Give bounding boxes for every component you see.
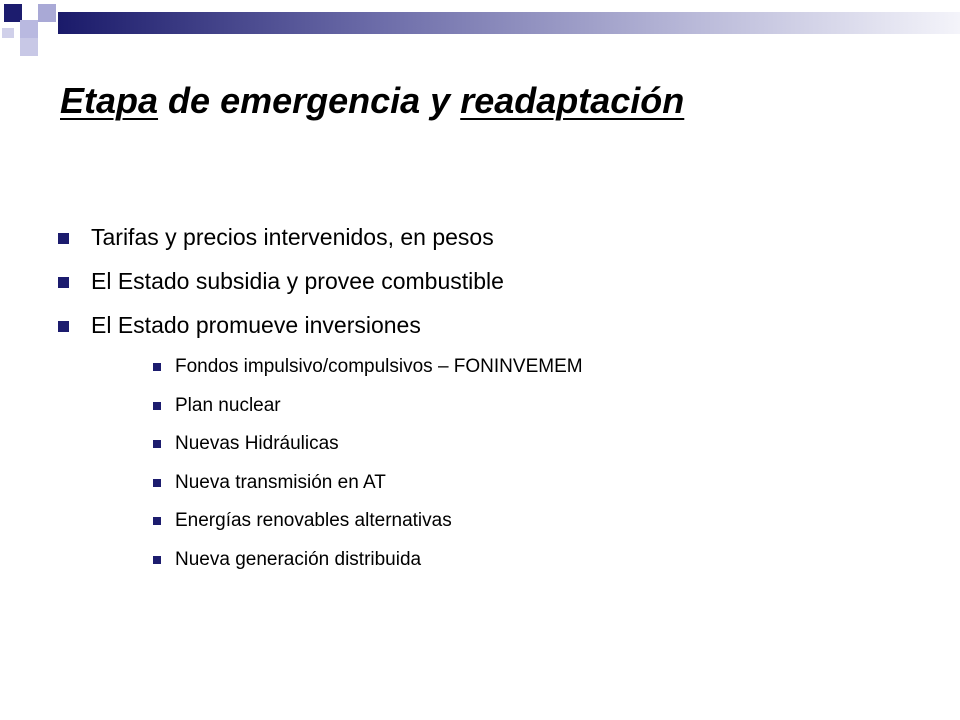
title-word-etapa: Etapa (60, 80, 159, 121)
square-bullet-icon (153, 440, 161, 448)
decorative-square-lavender (20, 20, 38, 38)
sub-bullet-item (55, 503, 915, 542)
square-bullet-icon (153, 517, 161, 525)
square-bullet-icon (153, 556, 161, 564)
square-bullet-icon (58, 277, 69, 288)
sub-bullet-item (55, 388, 915, 427)
sub-bullet-text: Fondos impulsivo/compulsivos – FONINVEMEM (175, 356, 583, 377)
sub-bullet-item (55, 542, 915, 581)
square-bullet-icon (153, 363, 161, 371)
bullet-text: Tarifas y precios intervenidos, en pesos (91, 224, 494, 250)
sub-bullet-text: Energías renovables alternativas (175, 510, 452, 531)
sub-bullet-item (55, 349, 915, 388)
title-word-readaptacion: readaptación (460, 80, 685, 121)
square-bullet-icon (58, 233, 69, 244)
slide-title (60, 80, 684, 122)
bullet-list (55, 217, 915, 580)
sub-bullet-item (55, 465, 915, 504)
sub-bullet-text: Nuevas Hidráulicas (175, 433, 339, 454)
sub-bullet-text: Nueva transmisión en AT (175, 471, 386, 493)
decorative-square-lavender (2, 28, 14, 38)
square-bullet-icon (153, 402, 161, 410)
bullet-item (55, 305, 915, 349)
title-middle: de emergencia y (158, 80, 461, 121)
sub-bullet-text: Plan nuclear (175, 394, 281, 416)
square-bullet-icon (153, 479, 161, 487)
bullet-item (55, 217, 915, 261)
sub-bullet-text: Nueva generación distribuida (175, 548, 422, 570)
header-gradient-bar (58, 12, 960, 34)
decorative-square-lavender (38, 4, 56, 22)
bullet-text: El Estado subsidia y provee combustible (91, 268, 504, 294)
bullet-item (55, 261, 915, 305)
decorative-square-lavender (20, 38, 38, 56)
square-bullet-icon (58, 321, 69, 332)
bullet-text: El Estado promueve inversiones (91, 312, 421, 338)
sub-bullet-item (55, 426, 915, 465)
